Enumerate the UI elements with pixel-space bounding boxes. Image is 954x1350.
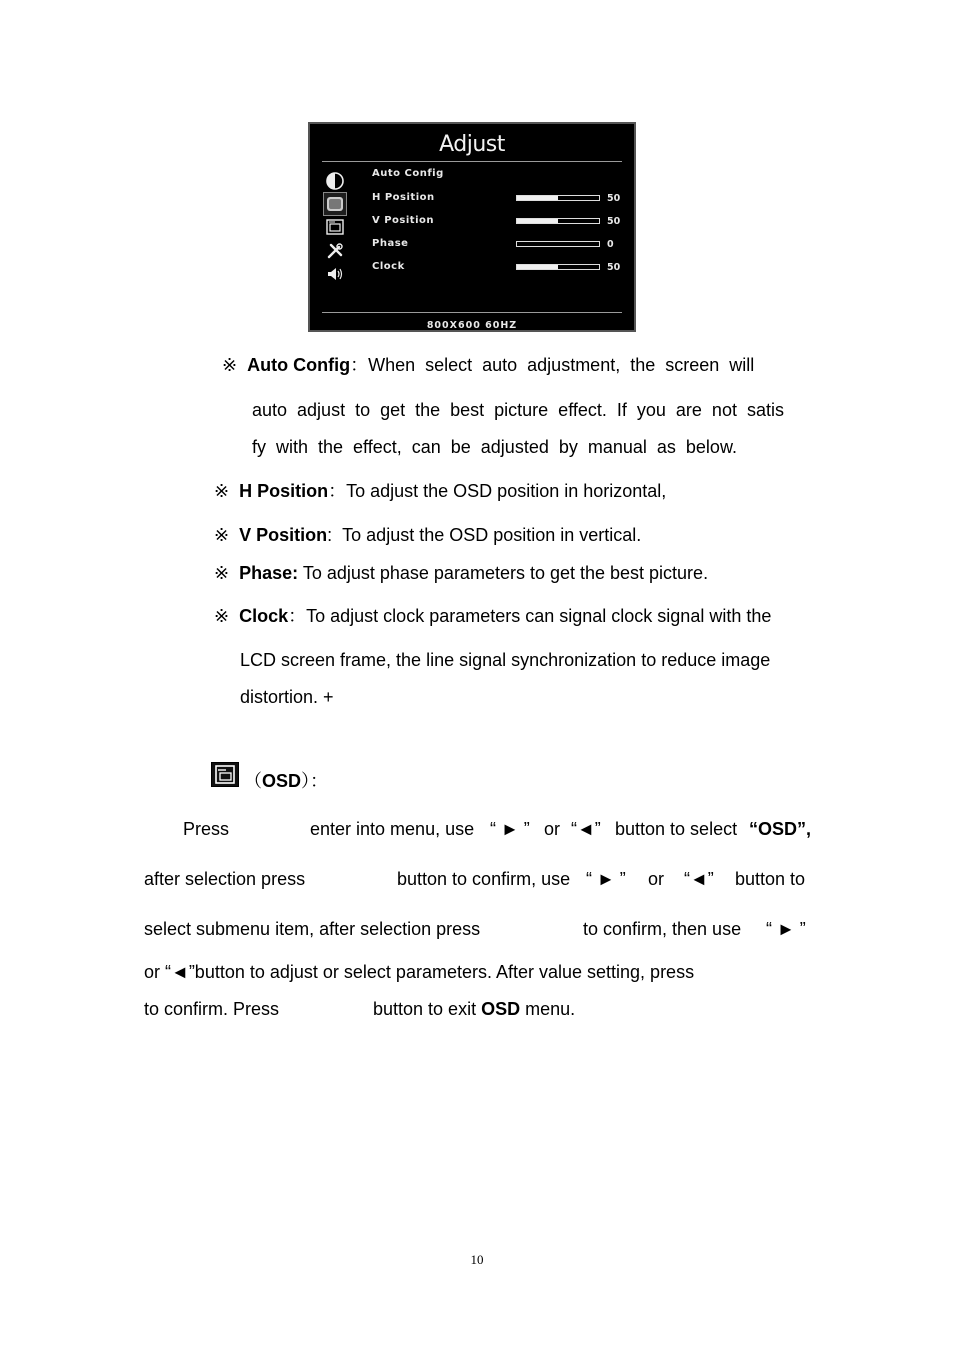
contrast-icon (324, 170, 346, 192)
osd-line5-b (373, 998, 575, 1020)
osd-title: Adjust (439, 132, 505, 157)
text: button to exit (373, 999, 477, 1019)
osd-clock-value: 50 (607, 262, 621, 273)
osd-heading (244, 770, 328, 792)
osd-line4: or “◄”button to adjust or select parameters. After value setting, press (144, 962, 695, 982)
osd-line2-or: or (648, 869, 665, 889)
reference-mark: ※ (214, 481, 230, 501)
phase-desc (214, 562, 708, 584)
clock-line2: LCD screen frame, the line signal synchronization to reduce image (240, 650, 771, 670)
auto-config-line2: auto adjust to get the best picture effect. If you are not satis (252, 400, 784, 420)
osd-line1-f: button to select (615, 819, 738, 839)
osd-phase-bar (516, 241, 600, 247)
osd-line1-a: Press (183, 819, 230, 839)
osd-line2-right-arrow: “ ► ” (586, 869, 626, 889)
desc-text: To adjust the OSD position in horizontal, (346, 481, 667, 501)
desc-text: To adjust clock parameters can signal clock signal with the (306, 606, 772, 626)
reference-mark: ※ (214, 606, 230, 626)
osd-line2-a: after selection press (144, 869, 306, 889)
osd-bar-fill (517, 196, 558, 200)
osd-line3-a: select submenu item, after selection press (144, 919, 481, 939)
osd-line1-or: or (544, 819, 561, 839)
v-position-desc (214, 524, 641, 546)
osd-icon-column (324, 170, 346, 286)
osd-bar-fill (517, 219, 558, 223)
osd-divider (322, 161, 622, 162)
separator: ： (328, 481, 347, 501)
osd-line5-a: to confirm. Press (144, 999, 280, 1019)
h-position-desc (214, 480, 666, 502)
auto-config-desc (222, 354, 754, 376)
osd-line1-right-arrow: “ ► ” (490, 819, 530, 839)
osd-clock-bar (516, 264, 600, 270)
term-auto-config: Auto Config (247, 355, 351, 375)
osd-divider (322, 312, 622, 313)
separator: ： (288, 606, 307, 626)
osd-v-position-value: 50 (607, 216, 621, 227)
desc-text: To adjust phase parameters to get the best picture. (302, 563, 709, 583)
desc-text: To adjust the OSD position in vertical. (342, 525, 642, 545)
osd-bar-fill (517, 265, 558, 269)
osd-line2-left-arrow: “◄” (684, 869, 714, 889)
osd-v-position-bar (516, 218, 600, 224)
osd-line1-g: “OSD”, (749, 819, 812, 839)
audio-icon (324, 263, 346, 285)
osd-item-phase: Phase (372, 238, 409, 249)
term-h-position: H Position (239, 481, 329, 501)
term-phase: Phase: (239, 563, 299, 583)
term-v-position: V Position (239, 525, 328, 545)
osd-item-auto-config: Auto Config (372, 168, 444, 179)
osd-adjust-screenshot (308, 122, 636, 332)
osd-line2-f: button to (735, 869, 806, 889)
osd-item-clock: Clock (372, 261, 405, 272)
osd-line2-b: button to confirm, use (397, 869, 571, 889)
osd-h-position-bar (516, 195, 600, 201)
osd-item-h-position: H Position (372, 192, 435, 203)
osd-heading-term: OSD (262, 771, 302, 791)
desc-text: When select auto adjustment, the screen will (368, 355, 755, 375)
term-clock: Clock (239, 606, 289, 626)
osd-icon (211, 762, 239, 787)
reference-mark: ※ (214, 525, 230, 545)
clock-line3: distortion. + (240, 687, 334, 707)
tools-icon (324, 240, 346, 262)
osd-line1-b: enter into menu, use (310, 819, 475, 839)
page-number: 10 (470, 1252, 484, 1267)
separator: : (327, 525, 333, 545)
osd-line1-left-arrow: “◄” (571, 819, 601, 839)
osd-phase-value: 0 (607, 239, 614, 250)
osd-line3-b: to confirm, then use (583, 919, 742, 939)
reference-mark: ※ (214, 563, 230, 583)
osd-icon (324, 216, 346, 238)
bracket: ）： (301, 771, 329, 791)
bracket: （ (244, 771, 262, 791)
osd-line3-right-arrow: “ ► ” (766, 919, 806, 939)
osd-h-position-value: 50 (607, 193, 621, 204)
clock-desc (214, 605, 771, 627)
reference-mark: ※ (222, 355, 238, 375)
osd-term: OSD (481, 999, 521, 1019)
text: menu. (525, 999, 576, 1019)
osd-resolution-status: 800X600 60HZ (426, 320, 518, 331)
osd-item-v-position: V Position (372, 215, 434, 226)
separator: ： (350, 355, 369, 375)
adjust-screen-icon (324, 193, 346, 215)
auto-config-line3: fy with the effect, can be adjusted by manual as below. (252, 437, 737, 457)
